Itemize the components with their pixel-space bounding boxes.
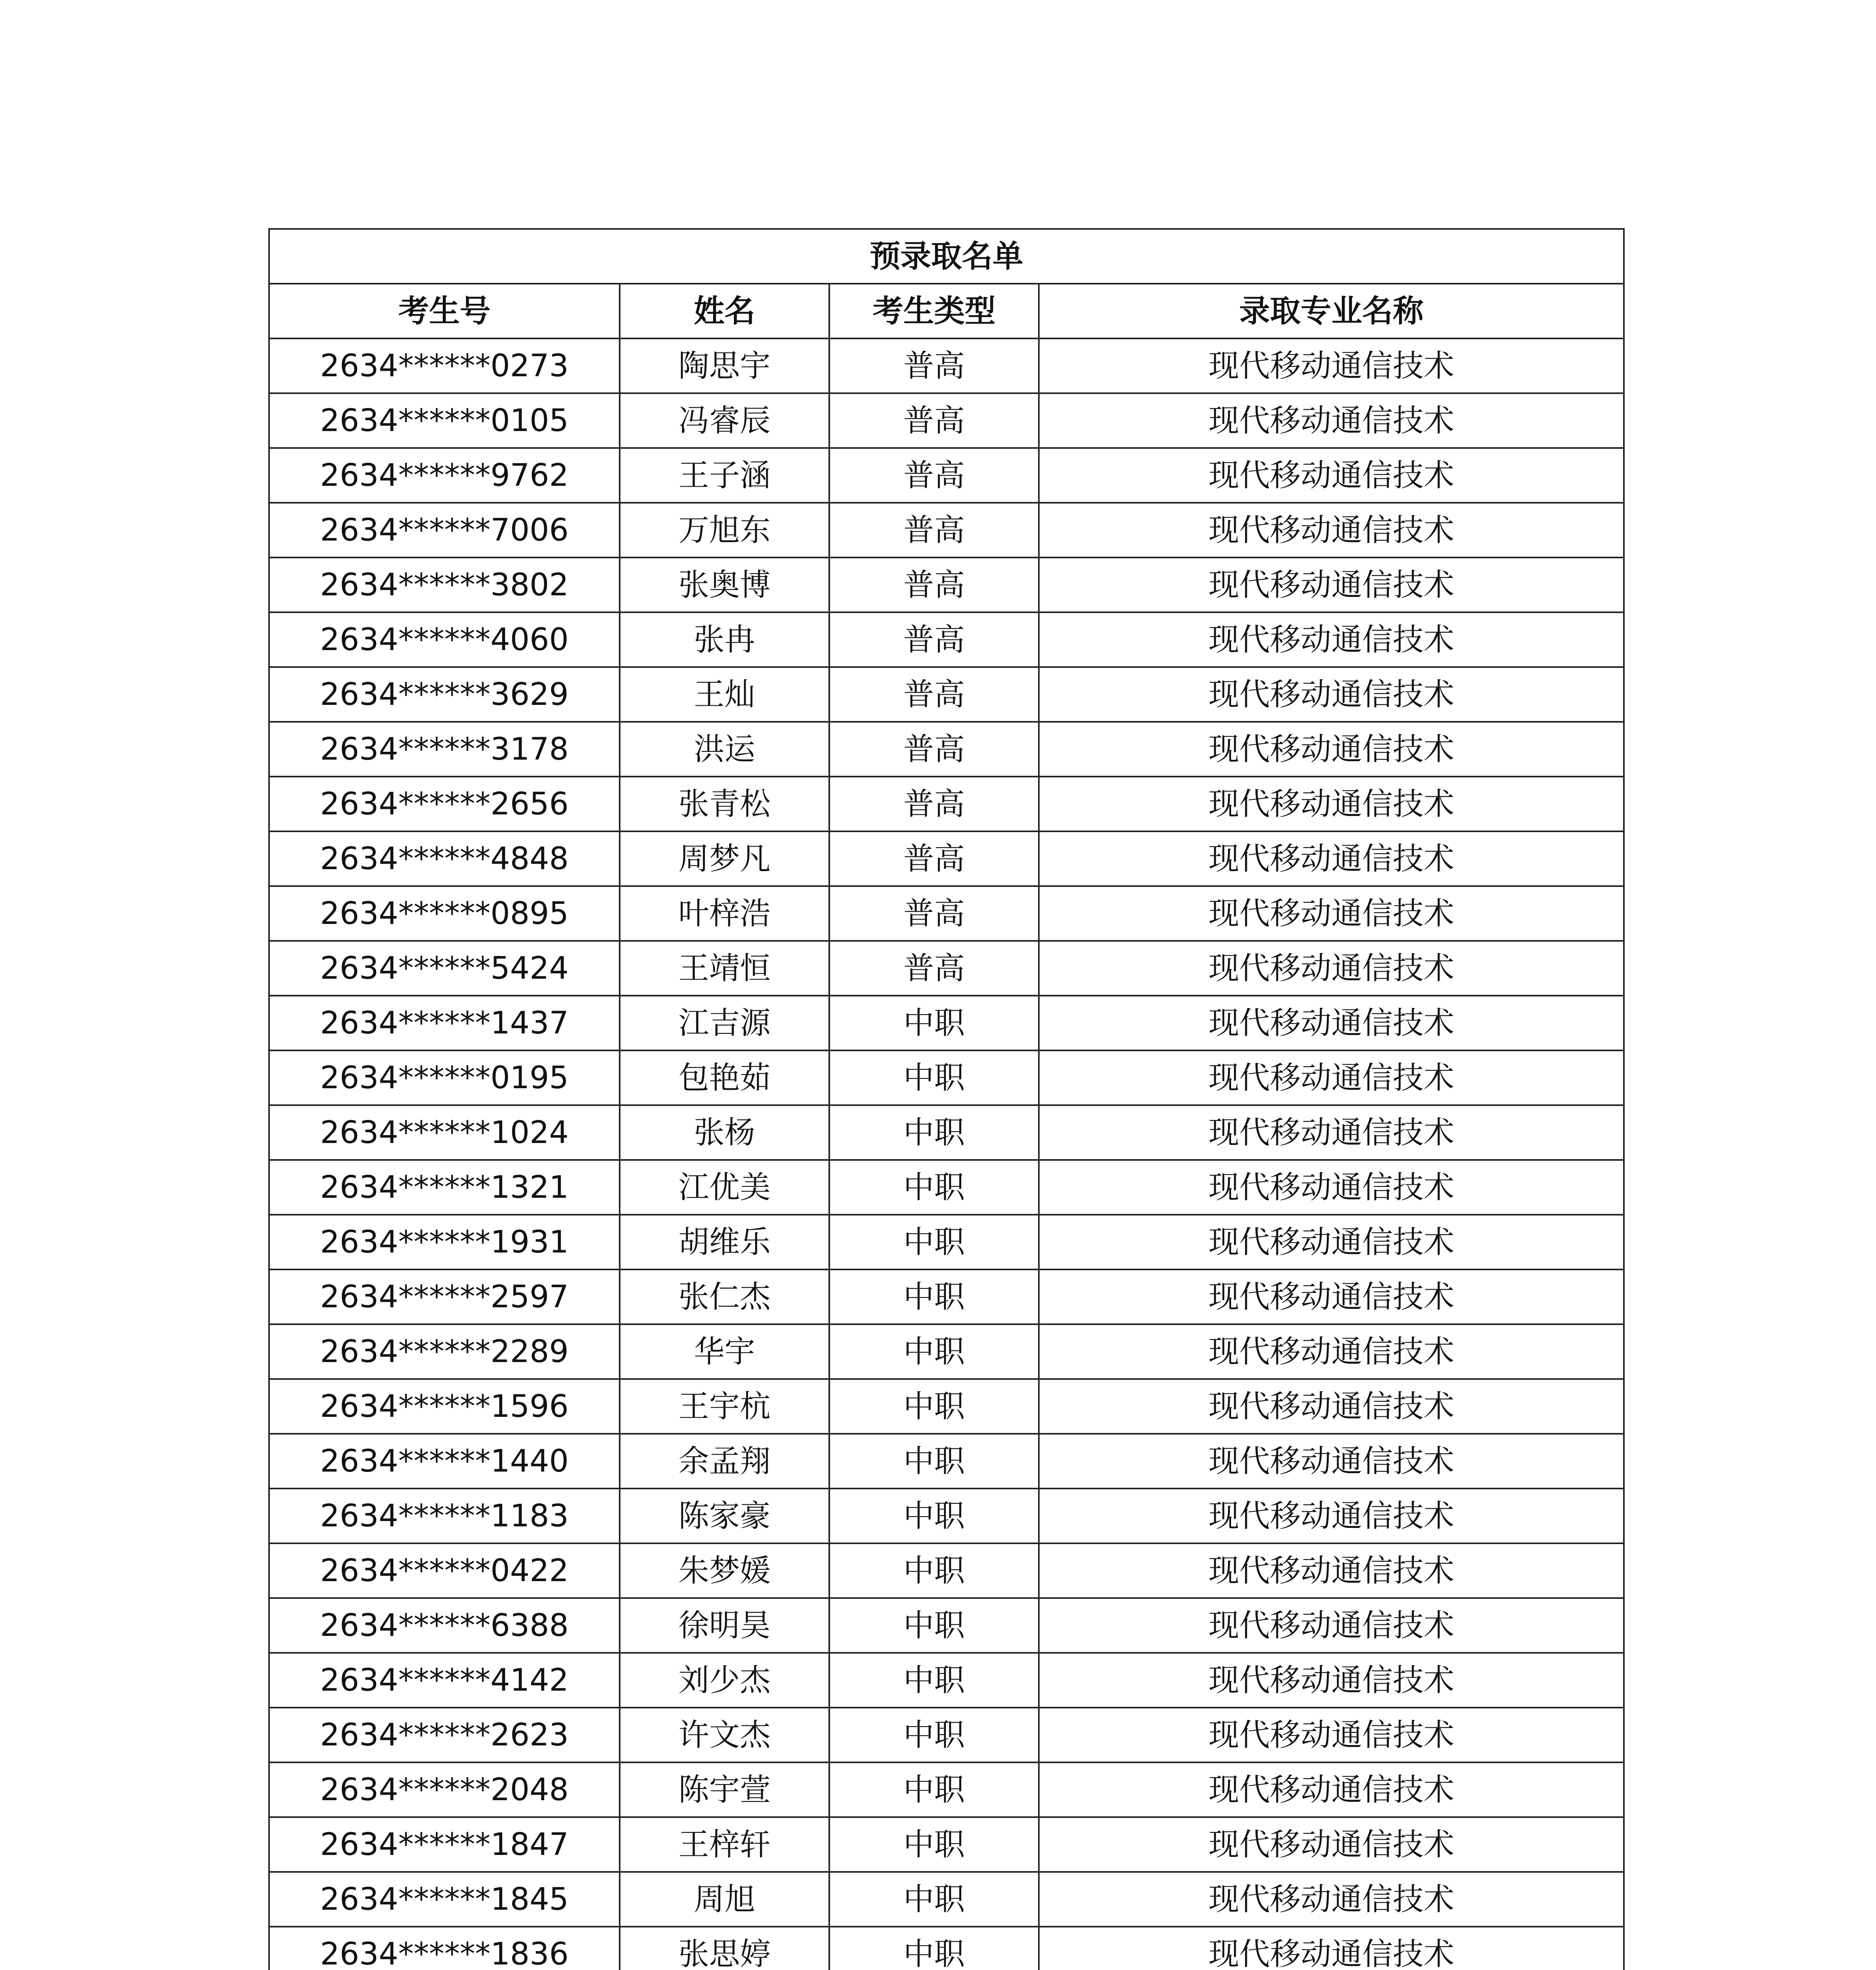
cell-name: 张奥博	[620, 558, 829, 612]
cell-candidate-id: 2634******1836	[269, 1927, 620, 1970]
cell-candidate-id: 2634******1596	[269, 1379, 620, 1434]
table-row	[269, 941, 1624, 996]
cell-candidate-type: 普高	[829, 831, 1039, 886]
table-row	[269, 1050, 1624, 1105]
cell-candidate-id: 2634******1931	[269, 1215, 620, 1269]
cell-major: 现代移动通信技术	[1039, 1598, 1624, 1653]
table-row	[269, 1105, 1624, 1160]
cell-major: 现代移动通信技术	[1039, 1050, 1624, 1105]
cell-major: 现代移动通信技术	[1039, 777, 1624, 831]
cell-major: 现代移动通信技术	[1039, 941, 1624, 996]
table-row	[269, 338, 1624, 393]
cell-candidate-id: 2634******2048	[269, 1762, 620, 1817]
table-row	[269, 831, 1624, 886]
cell-candidate-type: 中职	[829, 1050, 1039, 1105]
cell-major: 现代移动通信技术	[1039, 612, 1624, 667]
cell-major: 现代移动通信技术	[1039, 1489, 1624, 1543]
cell-candidate-type: 普高	[829, 941, 1039, 996]
cell-candidate-type: 普高	[829, 667, 1039, 722]
cell-major: 现代移动通信技术	[1039, 1269, 1624, 1324]
cell-major: 现代移动通信技术	[1039, 1708, 1624, 1762]
cell-name: 张冉	[620, 612, 829, 667]
cell-name: 许文杰	[620, 1708, 829, 1762]
cell-major: 现代移动通信技术	[1039, 448, 1624, 503]
cell-candidate-id: 2634******4848	[269, 831, 620, 886]
cell-candidate-type: 中职	[829, 1598, 1039, 1653]
cell-candidate-id: 2634******2289	[269, 1324, 620, 1379]
cell-major: 现代移动通信技术	[1039, 1105, 1624, 1160]
table-row	[269, 886, 1624, 941]
title-row	[269, 229, 1624, 284]
cell-candidate-id: 2634******1321	[269, 1160, 620, 1215]
table-row	[269, 558, 1624, 612]
cell-name: 张仁杰	[620, 1269, 829, 1324]
cell-name: 张思婷	[620, 1927, 829, 1970]
cell-candidate-id: 2634******2656	[269, 777, 620, 831]
cell-candidate-id: 2634******3178	[269, 722, 620, 777]
cell-candidate-id: 2634******1440	[269, 1434, 620, 1489]
table-row	[269, 1269, 1624, 1324]
table-row	[269, 1215, 1624, 1269]
cell-candidate-id: 2634******1183	[269, 1489, 620, 1543]
cell-name: 陈宇萱	[620, 1762, 829, 1817]
cell-major: 现代移动通信技术	[1039, 1927, 1624, 1970]
table-row	[269, 1379, 1624, 1434]
cell-name: 王宇杭	[620, 1379, 829, 1434]
cell-major: 现代移动通信技术	[1039, 996, 1624, 1050]
table-row	[269, 1489, 1624, 1543]
cell-name: 周旭	[620, 1872, 829, 1927]
cell-major: 现代移动通信技术	[1039, 722, 1624, 777]
cell-name: 冯睿辰	[620, 393, 829, 448]
cell-candidate-type: 中职	[829, 1489, 1039, 1543]
cell-candidate-type: 普高	[829, 777, 1039, 831]
cell-candidate-id: 2634******1437	[269, 996, 620, 1050]
cell-major: 现代移动通信技术	[1039, 886, 1624, 941]
cell-candidate-id: 2634******4060	[269, 612, 620, 667]
cell-candidate-type: 中职	[829, 1653, 1039, 1708]
cell-candidate-type: 中职	[829, 1160, 1039, 1215]
cell-candidate-id: 2634******6388	[269, 1598, 620, 1653]
table-row	[269, 722, 1624, 777]
cell-name: 陈家豪	[620, 1489, 829, 1543]
cell-name: 江优美	[620, 1160, 829, 1215]
cell-major: 现代移动通信技术	[1039, 1160, 1624, 1215]
header-candidate-id: 考生号	[269, 284, 620, 338]
header-row	[269, 284, 1624, 338]
table-row	[269, 996, 1624, 1050]
table-row	[269, 503, 1624, 558]
cell-name: 周梦凡	[620, 831, 829, 886]
table-row	[269, 1817, 1624, 1872]
cell-candidate-type: 中职	[829, 1379, 1039, 1434]
cell-candidate-type: 中职	[829, 1927, 1039, 1970]
cell-name: 徐明昊	[620, 1598, 829, 1653]
table-row	[269, 1927, 1624, 1970]
cell-major: 现代移动通信技术	[1039, 1653, 1624, 1708]
cell-candidate-id: 2634******1845	[269, 1872, 620, 1927]
table-row	[269, 777, 1624, 831]
cell-major: 现代移动通信技术	[1039, 1872, 1624, 1927]
cell-major: 现代移动通信技术	[1039, 667, 1624, 722]
cell-name: 叶梓浩	[620, 886, 829, 941]
cell-name: 余孟翔	[620, 1434, 829, 1489]
cell-candidate-id: 2634******0273	[269, 338, 620, 393]
header-name: 姓名	[620, 284, 829, 338]
table-row	[269, 393, 1624, 448]
cell-candidate-id: 2634******0422	[269, 1543, 620, 1598]
cell-name: 王靖恒	[620, 941, 829, 996]
cell-major: 现代移动通信技术	[1039, 558, 1624, 612]
cell-name: 王灿	[620, 667, 829, 722]
cell-major: 现代移动通信技术	[1039, 1215, 1624, 1269]
cell-name: 王梓轩	[620, 1817, 829, 1872]
cell-name: 陶思宇	[620, 338, 829, 393]
cell-name: 张青松	[620, 777, 829, 831]
cell-major: 现代移动通信技术	[1039, 503, 1624, 558]
cell-candidate-type: 中职	[829, 1872, 1039, 1927]
table-row	[269, 1543, 1624, 1598]
cell-candidate-type: 普高	[829, 612, 1039, 667]
cell-candidate-id: 2634******3629	[269, 667, 620, 722]
cell-major: 现代移动通信技术	[1039, 1324, 1624, 1379]
cell-candidate-id: 2634******3802	[269, 558, 620, 612]
cell-candidate-type: 普高	[829, 338, 1039, 393]
cell-candidate-type: 中职	[829, 1324, 1039, 1379]
cell-candidate-type: 普高	[829, 886, 1039, 941]
cell-candidate-type: 普高	[829, 558, 1039, 612]
cell-candidate-id: 2634******2623	[269, 1708, 620, 1762]
cell-candidate-type: 中职	[829, 1543, 1039, 1598]
cell-major: 现代移动通信技术	[1039, 831, 1624, 886]
cell-name: 江吉源	[620, 996, 829, 1050]
cell-name: 张杨	[620, 1105, 829, 1160]
cell-candidate-type: 中职	[829, 1817, 1039, 1872]
table-row	[269, 448, 1624, 503]
cell-candidate-id: 2634******0105	[269, 393, 620, 448]
table-row	[269, 1872, 1624, 1927]
cell-candidate-id: 2634******9762	[269, 448, 620, 503]
cell-name: 刘少杰	[620, 1653, 829, 1708]
cell-name: 朱梦媛	[620, 1543, 829, 1598]
cell-name: 胡维乐	[620, 1215, 829, 1269]
cell-candidate-id: 2634******0195	[269, 1050, 620, 1105]
cell-candidate-id: 2634******5424	[269, 941, 620, 996]
table-row	[269, 1160, 1624, 1215]
cell-candidate-type: 普高	[829, 722, 1039, 777]
table-row	[269, 612, 1624, 667]
cell-name: 万旭东	[620, 503, 829, 558]
cell-candidate-type: 普高	[829, 503, 1039, 558]
cell-major: 现代移动通信技术	[1039, 1762, 1624, 1817]
table-row	[269, 1708, 1624, 1762]
cell-candidate-id: 2634******1024	[269, 1105, 620, 1160]
cell-major: 现代移动通信技术	[1039, 338, 1624, 393]
cell-candidate-id: 2634******0895	[269, 886, 620, 941]
table-row	[269, 1324, 1624, 1379]
cell-candidate-id: 2634******4142	[269, 1653, 620, 1708]
cell-name: 洪运	[620, 722, 829, 777]
cell-candidate-type: 中职	[829, 1215, 1039, 1269]
cell-candidate-type: 中职	[829, 1762, 1039, 1817]
cell-candidate-type: 中职	[829, 1434, 1039, 1489]
cell-major: 现代移动通信技术	[1039, 393, 1624, 448]
table-row	[269, 1762, 1624, 1817]
cell-name: 包艳茹	[620, 1050, 829, 1105]
cell-major: 现代移动通信技术	[1039, 1543, 1624, 1598]
cell-candidate-type: 中职	[829, 1105, 1039, 1160]
cell-candidate-type: 中职	[829, 996, 1039, 1050]
cell-major: 现代移动通信技术	[1039, 1379, 1624, 1434]
table-row	[269, 1653, 1624, 1708]
cell-candidate-type: 中职	[829, 1269, 1039, 1324]
cell-major: 现代移动通信技术	[1039, 1434, 1624, 1489]
table-row	[269, 1434, 1624, 1489]
cell-name: 华宇	[620, 1324, 829, 1379]
admission-table	[268, 228, 1625, 1970]
cell-candidate-id: 2634******1847	[269, 1817, 620, 1872]
table-row	[269, 1598, 1624, 1653]
cell-name: 王子涵	[620, 448, 829, 503]
header-major: 录取专业名称	[1039, 284, 1624, 338]
table-title: 预录取名单	[269, 229, 1624, 284]
table-body	[269, 338, 1624, 1970]
cell-candidate-id: 2634******7006	[269, 503, 620, 558]
cell-candidate-type: 普高	[829, 448, 1039, 503]
cell-candidate-id: 2634******2597	[269, 1269, 620, 1324]
cell-major: 现代移动通信技术	[1039, 1817, 1624, 1872]
header-candidate-type: 考生类型	[829, 284, 1039, 338]
table-row	[269, 667, 1624, 722]
cell-candidate-type: 中职	[829, 1708, 1039, 1762]
cell-candidate-type: 普高	[829, 393, 1039, 448]
